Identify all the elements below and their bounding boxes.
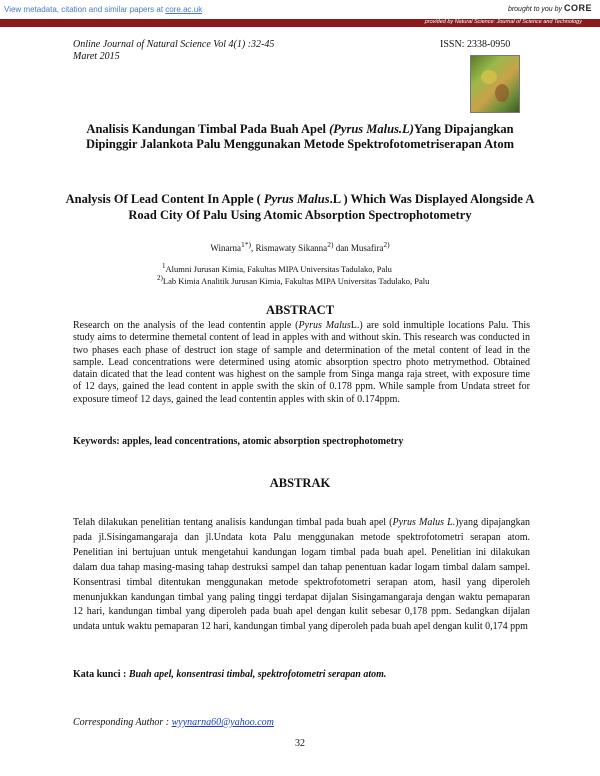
title-species: (Pyrus Malus.L) xyxy=(329,122,414,136)
journal-date: Maret 2015 xyxy=(73,51,120,62)
affiliation-2: $^{2)}$Lab Kimia Analitik Jurusan Kimia, Fakultas MIPA Universitas Tadulako, Palu xyxy=(157,274,430,286)
affiliation-1: $^1$Alumni Jurusan Kimia, Fakultas MIPA Universitas Tadulako, Palu xyxy=(162,262,392,274)
title-indonesian: Analisis Kandungan Timbal Pada Buah Apel (Pyrus Malus.L)Yang Dipajangkan Dipinggir Jalankota Palu Menggunakan Metode Spektrofotometriserapan Atom xyxy=(85,122,515,151)
keywords: Keywords: apples, lead concentrations, atomic absorption spectrophotometry xyxy=(73,436,404,447)
title-english: Analysis Of Lead Content In Apple ( Pyrus Malus.L ) Which Was Displayed Alongside A Road City Of Palu Using Atomic Absorption Spectrophotometry xyxy=(65,192,535,222)
abstract-body: Research on the analysis of the lead contentin apple (Pyrus MalusL.) are sold inmultiple locations Palu. This study aims to determine themetal content of lead in apples with and without skin. This research was conducted in two phases each phase of destruct ion stage of sample and determination of the metal content of lead in the sample. Lead concentrations were determined using atomic absorption spectro photo metrymethod. Obtained datain dicated that the lead content was highest on the sample from Singa manga raja street, with exposure time of 12 days, gained the lead content in apple swith the skin of 0.178 ppm. While sample from Undata street for exposure timeof 12 days, gained the lead contentin apples with skin of 0.174ppm. xyxy=(73,320,531,405)
core-banner xyxy=(0,0,600,19)
provider-text: provided by Natural Science: Journal of Science and Technology xyxy=(424,19,582,25)
core-link[interactable]: core.ac.uk xyxy=(165,5,203,14)
journal-cover-image xyxy=(470,55,520,113)
kata-kunci: Kata kunci : Buah apel, konsentrasi timbal, spektrofotometri serapan atom. xyxy=(73,669,387,680)
provider-bar xyxy=(0,19,600,27)
core-badge[interactable]: brought to you by CORE xyxy=(507,3,592,13)
page-number: 32 xyxy=(295,738,305,749)
author-email-link[interactable]: wyynarna60@yahoo.com xyxy=(171,717,274,728)
author-list: Winarna$^{1*)}$, Rismawaty Sikanna$^{2)}$ dan Musafira$^{2)}$ xyxy=(210,240,390,253)
issn: ISSN: 2338-0950 xyxy=(440,39,511,50)
core-logo-text: CORE xyxy=(563,3,592,13)
abstrak-body: Telah dilakukan penelitian tentang analisis kandungan timbal pada buah apel (Pyrus Malus L.)yang dipajangkan pada jl.Sisingamangaraja dan jl.Undata kota Palu menggunakan metode spektrofotometri serapan atom. Penelitian ini bertujuan untuk mengetahui kandungan logam timbal pada buah apel. Penelitian ini dilakukan dalam dua tahap masing-masing tahap destruksi sampel dan tahap penentuan kadar logam timbal dalam sampel. Konsentrasi timbal ditentukan menggunakan metode spektrofotometri serapan atom, hasil yang diperoleh menunjukkan kandungan timbal yang paling tinggi terdapat dijalan Sisingamangaraja dengan waktu pemaparan 12 hari, kandungan timbal yang diperoleh pada buah apel dengan kulit sebesar 0,178 ppm. Sedangkan dijalan undata untuk waktu pemaparan 12 hari, kandungan timbal yang diperoleh pada buah apel dengan kulit 0,174 ppm xyxy=(73,517,531,633)
journal-line: Online Journal of Natural Science Vol 4(1) :32-45 xyxy=(73,39,275,50)
title-en-species: Pyrus Malus xyxy=(263,192,330,206)
metadata-text: View metadata, citation and similar papers at core.ac.uk xyxy=(4,5,203,14)
abstract-heading: ABSTRACT xyxy=(265,303,335,317)
corresponding-author: Corresponding Author : wyynarna60@yahoo.com xyxy=(73,717,274,728)
abstrak-heading: ABSTRAK xyxy=(269,476,331,490)
